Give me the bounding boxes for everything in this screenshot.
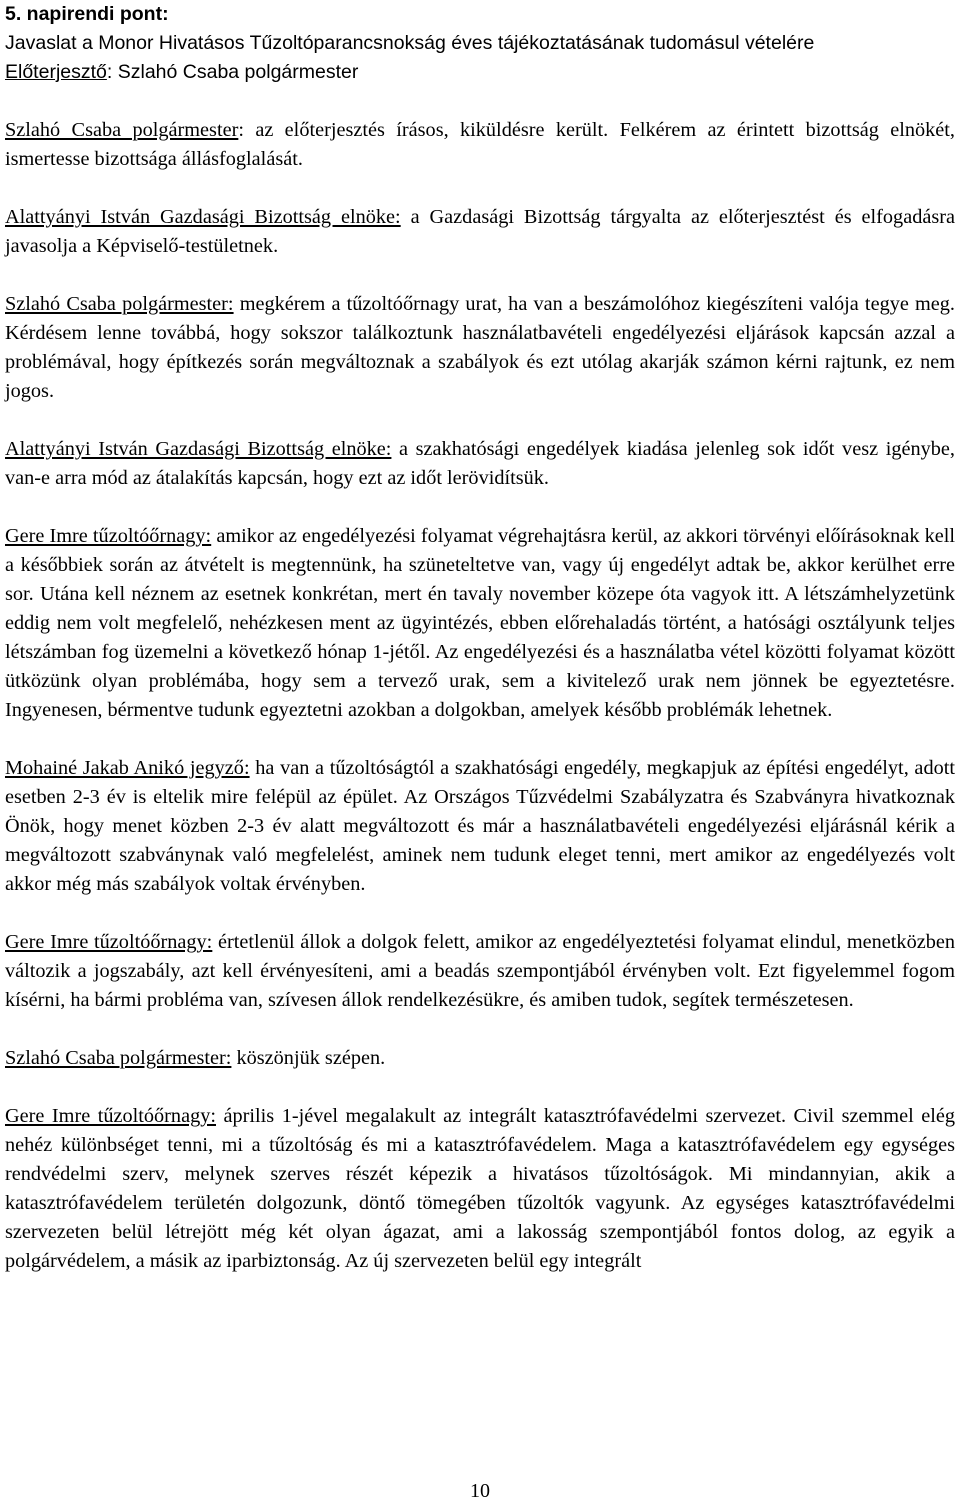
- presenter-label: Előterjesztő: [5, 61, 107, 83]
- paragraph-mayor-opening: [5, 116, 955, 174]
- presenter-name: : Szlahó Csaba polgármester: [106, 61, 359, 83]
- document-page: [5, 0, 955, 1276]
- paragraph-text: a szakhatósági engedélyek kiadása jelenleg sok időt vesz igénybe, van-e arra mód az átalakítás kapcsán, hogy ezt az időt lerövidítsük.: [5, 438, 955, 489]
- paragraph-mayor-question: [5, 290, 955, 406]
- paragraph-fire-major-response: [5, 928, 955, 1015]
- agenda-title: 5. napirendi pont:: [5, 3, 169, 25]
- paragraph-committee-chair: [5, 203, 955, 261]
- speaker-name: Alattyányi István Gazdasági Bizottság elnöke:: [5, 206, 401, 228]
- agenda-header: [5, 0, 955, 87]
- agenda-presenter: [5, 58, 955, 87]
- paragraph-text: amikor az engedélyezési folyamat végrehajtásra kerül, az akkori törvényi előírásoknak kell a későbbiek során az átvételt is megtennünk, ha szüneteltetve van, vagy új engedélyt adtak be, akkor kerülhet erre sor. Utána kell néznem az esetnek konkrétan, mert én tavaly november közepe óta vagyok itt. A létszámhelyzetünk eddig nem volt megfelelő, nehézkesen ment az ügyintézés, ebben előrehaladás történt, a hatósági osztályunk teljes létszámban fog üzemelni a következő hónap 1-jétől. Az engedélyezési és a használatba vétel közötti folyamat között ütközünk olyan problémába, hogy sem a tervező urak, sem a kivitelező urak nem jönnek be egyeztetésre. Ingyenesen, bérmentve tudunk egyeztetni azokban a dolgokban, amelyek később problémák lehetnek.: [5, 525, 955, 721]
- paragraph-fire-major-integration: [5, 1102, 955, 1276]
- paragraph-text: megkérem a tűzoltóőrnagy urat, ha van a beszámolóhoz kiegészíteni valója tegye meg. Kérdésem lenne továbbá, hogy sokszor találkoztunk használatbavételi engedélyezési eljárások kapcsán azzal a problémával, hogy építkezés során megváltoznak a szabályok és ezt utólag akarják számon kérni rajtunk, ez nem jogos.: [5, 293, 955, 402]
- paragraph-text: ha van a tűzoltóságtól a szakhatósági engedély, megkapjuk az építési engedélyt, adott esetben 2-3 év is eltelik mire felépül az épület. Az Országos Tűzvédelmi Szabályzatra és Szabványra hivatkoznak Önök, hogy menet közben 2-3 év alatt megváltozott és már a használatbavételi engedélyezési eljárásnál kérik a megváltozott szabványnak való megfelelést, aminek nem tudunk eleget tenni, mert amikor az engedélyezés volt akkor még más szabályok voltak érvényben.: [5, 757, 955, 895]
- speaker-name: Mohainé Jakab Anikó jegyző:: [5, 757, 250, 779]
- paragraph-text: a Gazdasági Bizottság tárgyalta az előterjesztést és elfogadásra javasolja a Képviselő-testületnek.: [5, 206, 955, 257]
- paragraph-text: április 1-jével megalakult az integrált katasztrófavédelmi szervezet. Civil szemmel elég nehéz különbséget tenni, mi a tűzoltóság és mi a katasztrófavédelem. Maga a katasztrófavédelem egy egységes rendvédelmi szerv, melynek szerves részét képezik a hivatásos tűzoltóságok. Mi mindannyian, akik a katasztrófavédelem területén dolgozunk, döntő tömegében tűzoltók vagyunk. Az egységes katasztrófavédelmi szervezeten belül létrejött még két olyan ágazat, ami a lakosság szempontjából fontos dolog, az egyik a polgárvédelem, a másik az iparbiztonság. Az új szervezeten belül egy integrált: [5, 1105, 955, 1272]
- paragraph-text: értetlenül állok a dolgok felett, amikor az engedélyeztetési folyamat elindul, menetközben változik a jogszabály, azt kell érvényesíteni, ami a beadás szempontjából érvényben volt. Ezt figyelemmel fogom kísérni, ha bármi probléma van, szívesen állok rendelkezésükre, és amiben tudok, segítek természetesen.: [5, 931, 955, 1011]
- speaker-name: Szlahó Csaba polgármester:: [5, 1047, 232, 1069]
- speaker-name: Szlahó Csaba polgármester:: [5, 293, 234, 315]
- speaker-name: Gere Imre tűzoltóőrnagy:: [5, 525, 212, 547]
- speaker-name: Alattyányi István Gazdasági Bizottság elnöke:: [5, 438, 392, 460]
- paragraph-text: : az előterjesztés írásos, kiküldésre került. Felkérem az érintett bizottság elnökét, ismertesse bizottsága állásfoglalását.: [5, 119, 955, 170]
- speaker-name: Szlahó Csaba polgármester: [5, 119, 239, 141]
- paragraph-text: köszönjük szépen.: [231, 1047, 386, 1069]
- speaker-name: Gere Imre tűzoltóőrnagy:: [5, 1105, 216, 1127]
- page-number: 10: [470, 1480, 490, 1502]
- agenda-subject: Javaslat a Monor Hivatásos Tűzoltóparancsnokság éves tájékoztatásának tudomásul vételére: [5, 32, 815, 54]
- speaker-name: Gere Imre tűzoltóőrnagy:: [5, 931, 213, 953]
- paragraph-fire-major-answer: [5, 522, 955, 725]
- paragraph-committee-chair-question: [5, 435, 955, 493]
- paragraph-notary: [5, 754, 955, 899]
- paragraph-mayor-thanks: [5, 1044, 955, 1073]
